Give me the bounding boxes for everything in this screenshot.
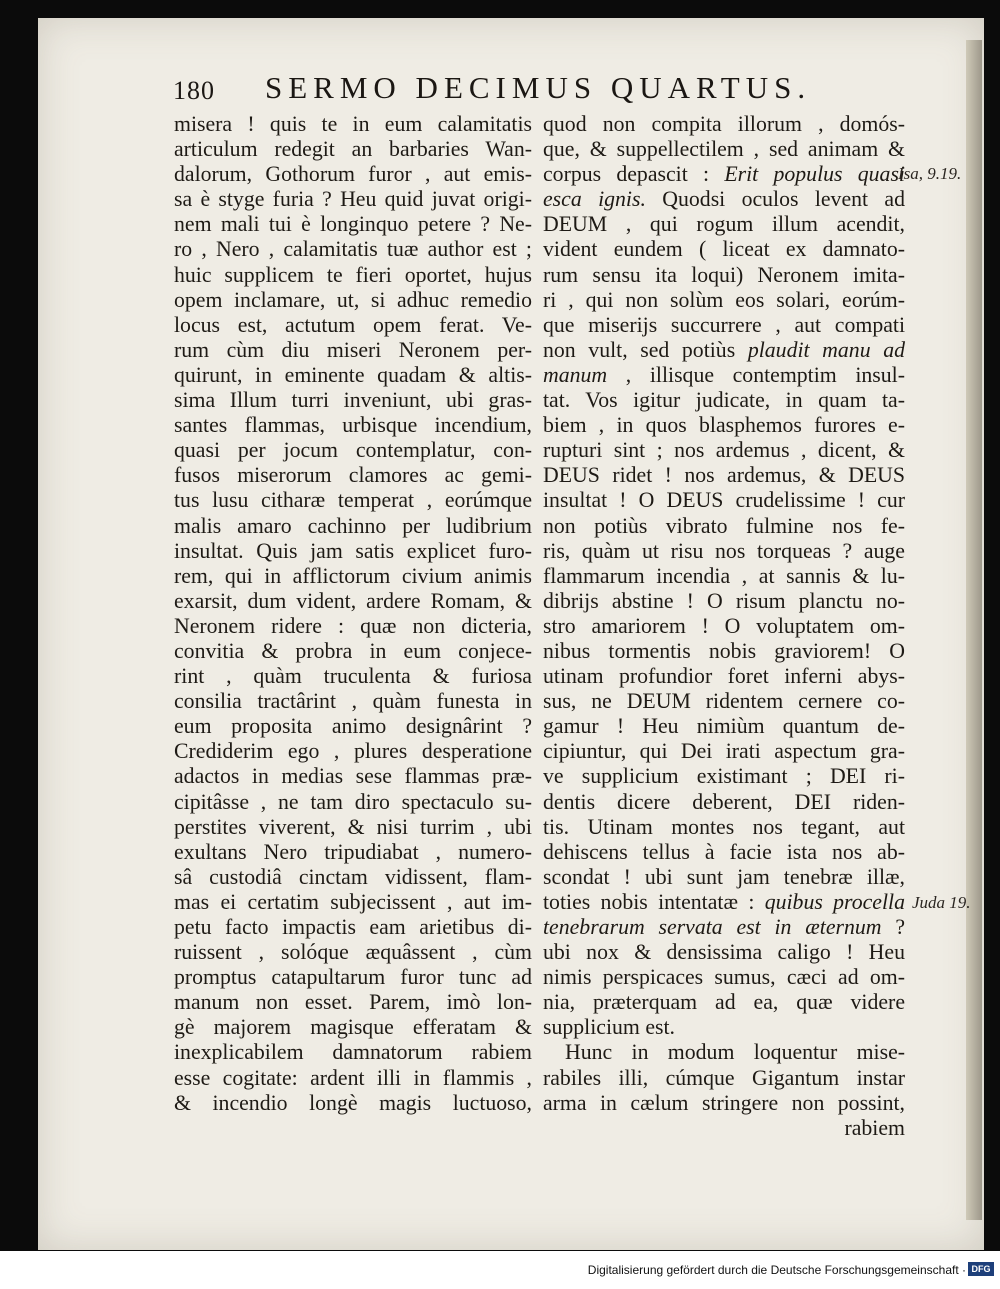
line-text: consilia tractârint , quàm funesta in	[174, 689, 532, 714]
text-line	[174, 488, 532, 513]
page-number: 180	[173, 76, 215, 105]
text-line	[174, 263, 532, 288]
text-line	[174, 664, 532, 689]
line-text: gè majorem magisque efferatam &	[174, 1015, 532, 1040]
line-text: malis amaro cachinno per ludibrium	[174, 513, 532, 538]
text-line	[543, 112, 905, 137]
text-line	[174, 790, 532, 815]
text-line	[543, 488, 905, 513]
line-text: que, & suppellectilem , sed animam &	[543, 137, 905, 162]
line-text: adactos in medias sese flammas præ-	[174, 764, 532, 789]
line-text: inexplicabilem damnatorum rabiem	[174, 1040, 532, 1065]
line-text: sa è styge furia ? Heu quid juvat origi-	[174, 187, 532, 212]
line-text: ve supplicium existimant ; DEI ri-	[543, 764, 905, 789]
text-line	[174, 338, 532, 363]
text-line	[174, 363, 532, 388]
line-text: & incendio longè magis luctuoso,	[174, 1090, 532, 1115]
text-line	[543, 363, 905, 388]
text-line	[174, 739, 532, 764]
text-line	[543, 1040, 905, 1065]
text-line	[543, 739, 905, 764]
text-line	[174, 313, 532, 338]
line-text: perstites viverent, & nisi turrim , ubi	[174, 814, 532, 839]
text-line	[174, 940, 532, 965]
dfg-logo: DFG	[968, 1262, 994, 1276]
line-text: toties nobis intentatæ :	[543, 889, 755, 914]
italic-citation: tenebrarum servata est in æternum	[543, 915, 882, 939]
line-text: dehiscens tellus à facie ista nos ab-	[543, 839, 905, 864]
line-text: nibus tormentis nobis graviorem! O	[543, 638, 905, 663]
text-line	[543, 137, 905, 162]
text-line	[543, 965, 905, 990]
text-line	[543, 1091, 905, 1116]
line-text: insultat. Quis jam satis explicet furo-	[174, 538, 532, 563]
line-text: DEUS ridet ! nos ardemus, & DEUS	[543, 463, 905, 488]
line-text: Neronem ridere : quæ non dicteria,	[174, 613, 532, 638]
text-line	[543, 463, 905, 488]
left-text-column	[174, 112, 532, 1116]
text-line	[543, 514, 905, 539]
text-line	[174, 237, 532, 262]
text-line	[543, 1015, 905, 1040]
line-text: santes flammas, urbisque incendium,	[174, 413, 532, 438]
text-line	[543, 1066, 905, 1091]
text-line	[174, 1066, 532, 1091]
funding-credit: Digitalisierung gefördert durch die Deutsche Forschungsgemeinschaft ·	[587, 1263, 966, 1277]
line-text: articulum redegit an barbaries Wan-	[174, 137, 532, 162]
text-line	[174, 714, 532, 739]
text-line	[543, 815, 905, 840]
line-text: utinam profundior foret inferni abys-	[543, 664, 905, 689]
text-line	[174, 589, 532, 614]
text-line	[543, 990, 905, 1015]
line-text: nem mali tui è longinquo petere ? Ne-	[174, 212, 532, 237]
text-line	[174, 1091, 532, 1116]
text-line	[174, 614, 532, 639]
line-text: Crediderim ego , plures desperatione	[174, 739, 532, 764]
text-line	[543, 790, 905, 815]
line-text: ris, quàm ut risu nos torqueas ? auge	[543, 538, 905, 563]
text-line	[543, 865, 905, 890]
line-text: tat. Vos igitur judicate, in quam ta-	[543, 388, 905, 413]
text-line	[543, 614, 905, 639]
text-line	[543, 915, 905, 940]
text-line	[174, 112, 532, 137]
line-text: cipiuntur, qui Dei irati aspectum gra-	[543, 739, 905, 764]
line-text: rupturi sint ; nos ardemus , dicent, &	[543, 438, 905, 463]
line-text: tis. Utinam montes nos tegant, aut	[543, 814, 905, 839]
text-line	[174, 388, 532, 413]
line-text: ri , qui non solùm eos solari, eorúm-	[543, 287, 905, 312]
text-line	[174, 840, 532, 865]
line-text: dibrijs abstine ! O risum planctu no-	[543, 588, 905, 613]
page-edge	[966, 40, 982, 1220]
italic-citation: manum	[543, 362, 608, 387]
text-line	[543, 438, 905, 463]
italic-citation: Erit populus quasi	[724, 162, 905, 187]
line-text: esse cogitate: ardent illi in flammis ,	[174, 1065, 532, 1090]
line-text: sima Illum turri inveniunt, ubi gras-	[174, 388, 532, 413]
line-text: manum non esset. Parem, imò lon-	[174, 990, 532, 1015]
line-text: convitia & probra in eum conjece-	[174, 638, 532, 663]
line-text: promptus catapultarum furor tunc ad	[174, 965, 532, 990]
italic-citation: esca ignis.	[543, 187, 646, 212]
line-text: fusos miserorum clamores ac gemi-	[174, 463, 532, 488]
text-line	[174, 890, 532, 915]
text-line	[543, 714, 905, 739]
text-line	[174, 463, 532, 488]
line-text: insultat ! O DEUS crudelissime ! cur	[543, 488, 905, 513]
text-line	[174, 187, 532, 212]
line-text: cipitâsse , ne tam diro spectaculo su-	[174, 789, 532, 814]
running-head: SERMO DECIMUS QUARTUS.	[265, 70, 812, 105]
text-line	[543, 664, 905, 689]
line-text: eum proposita animo designârint ?	[174, 714, 532, 739]
line-text: rint , quàm truculenta & furiosa	[174, 664, 532, 689]
line-text: huic supplicem te fieri oportet, hujus	[174, 262, 532, 287]
text-line	[174, 965, 532, 990]
text-line	[174, 639, 532, 664]
line-text: non vult, sed potiùs	[543, 337, 736, 362]
italic-citation: plaudit manu ad	[747, 337, 906, 362]
line-text: rabiem	[844, 1115, 905, 1140]
line-text: que miserijs succurrere , aut compati	[543, 312, 905, 337]
line-text: ro , Nero , calamitatis tuæ author est ;	[174, 237, 532, 262]
line-text: supplicium est.	[543, 1015, 675, 1040]
line-text: exultans Nero tripudiabat , numero-	[174, 839, 532, 864]
line-text: quod non compita illorum , domós-	[543, 112, 905, 136]
line-text: gamur ! Heu nimiùm quantum de-	[543, 714, 905, 739]
text-line	[543, 890, 905, 915]
text-line	[174, 1040, 532, 1065]
line-text: arma in cælum stringere non possint,	[543, 1090, 905, 1115]
text-line	[543, 1116, 905, 1141]
line-text: locus est, actutum opem ferat. Ve-	[174, 312, 532, 337]
line-text: dentis dicere deberent, DEI riden-	[543, 789, 905, 814]
italic-citation: quibus procella	[764, 889, 905, 914]
line-text: ?	[895, 915, 905, 939]
text-line	[174, 288, 532, 313]
line-text: Hunc in modum loquentur mise-	[565, 1040, 905, 1065]
text-line	[543, 187, 905, 212]
text-line	[174, 413, 532, 438]
text-line	[543, 840, 905, 865]
line-text: sâ custodiâ cinctam vidissent, flam-	[174, 864, 532, 889]
line-text: ubi nox & densissima caligo ! Heu	[543, 940, 905, 965]
text-line	[543, 940, 905, 965]
text-line	[174, 815, 532, 840]
text-line	[543, 237, 905, 262]
text-line	[174, 137, 532, 162]
text-line	[543, 263, 905, 288]
line-text: rum sensu ita loqui) Neronem imita-	[543, 262, 905, 287]
text-line	[543, 689, 905, 714]
line-text: Quodsi oculos levent ad	[662, 187, 905, 212]
text-line	[174, 1015, 532, 1040]
text-line	[174, 764, 532, 789]
line-text: non potiùs vibrato fulmine nos fe-	[543, 513, 905, 538]
text-line	[174, 539, 532, 564]
text-line	[174, 865, 532, 890]
line-text: nimis perspicaces sumus, cæci ad om-	[543, 965, 905, 990]
line-text: mas ei certatim subjecissent , aut im-	[174, 889, 532, 914]
margin-note-isaiah: Isa, 9.19.	[898, 164, 962, 183]
line-text: petu facto impactis eam arietibus di-	[174, 915, 532, 939]
line-text: , illisque contemptim insul-	[625, 362, 905, 387]
text-line	[543, 162, 905, 187]
text-line	[543, 338, 905, 363]
line-text: ruissent , solóque æquâssent , cùm	[174, 940, 532, 965]
text-line	[543, 764, 905, 789]
line-text: flammarum incendia , at sannis & lu-	[543, 563, 905, 588]
line-text: rabiles illi, cúmque Gigantum instar	[543, 1065, 905, 1090]
line-text: scondat ! ubi sunt jam tenebræ illæ,	[543, 864, 905, 889]
text-line	[543, 564, 905, 589]
line-text: opem inclamare, ut, si adhuc remedio	[174, 287, 532, 312]
line-text: stro amariorem ! O voluptatem om-	[543, 613, 905, 638]
text-line	[174, 915, 532, 940]
text-line	[174, 162, 532, 187]
line-text: rum cùm diu miseri Neronem per-	[174, 337, 532, 362]
text-line	[543, 413, 905, 438]
line-text: biem , in quos blasphemos furores e-	[543, 413, 905, 438]
text-line	[543, 212, 905, 237]
text-line	[543, 288, 905, 313]
line-text: rem, qui in afflictorum civium animis	[174, 563, 532, 588]
right-text-column	[543, 112, 905, 1141]
text-line	[174, 438, 532, 463]
line-text: misera ! quis te in eum calamitatis	[174, 112, 532, 136]
line-text: tus lusu citharæ temperat , eorúmque	[174, 488, 532, 513]
line-text: DEUM , qui rogum illum acendit,	[543, 212, 905, 237]
line-text: quirunt, in eminente quadam & altis-	[174, 362, 532, 387]
text-line	[543, 388, 905, 413]
text-line	[174, 564, 532, 589]
line-text: exarsit, dum vident, ardere Romam, &	[174, 588, 532, 613]
footer-bar	[0, 1251, 1000, 1289]
text-line	[543, 639, 905, 664]
text-line	[174, 990, 532, 1015]
text-line	[543, 589, 905, 614]
margin-note-jude: Juda 19.	[912, 893, 971, 912]
text-line	[543, 539, 905, 564]
line-text: corpus depascit :	[543, 162, 710, 187]
line-text: sus, ne DEUM ridentem cernere co-	[543, 689, 905, 714]
line-text: dalorum, Gothorum furor , aut emis-	[174, 162, 532, 187]
text-line	[174, 689, 532, 714]
line-text: quasi per jocum contemplatur, con-	[174, 438, 532, 463]
line-text: vident eundem ( liceat ex damnato-	[543, 237, 905, 262]
line-text: nia, præterquam ad ea, quæ videre	[543, 990, 905, 1015]
text-line	[174, 514, 532, 539]
text-line	[174, 212, 532, 237]
text-line	[543, 313, 905, 338]
